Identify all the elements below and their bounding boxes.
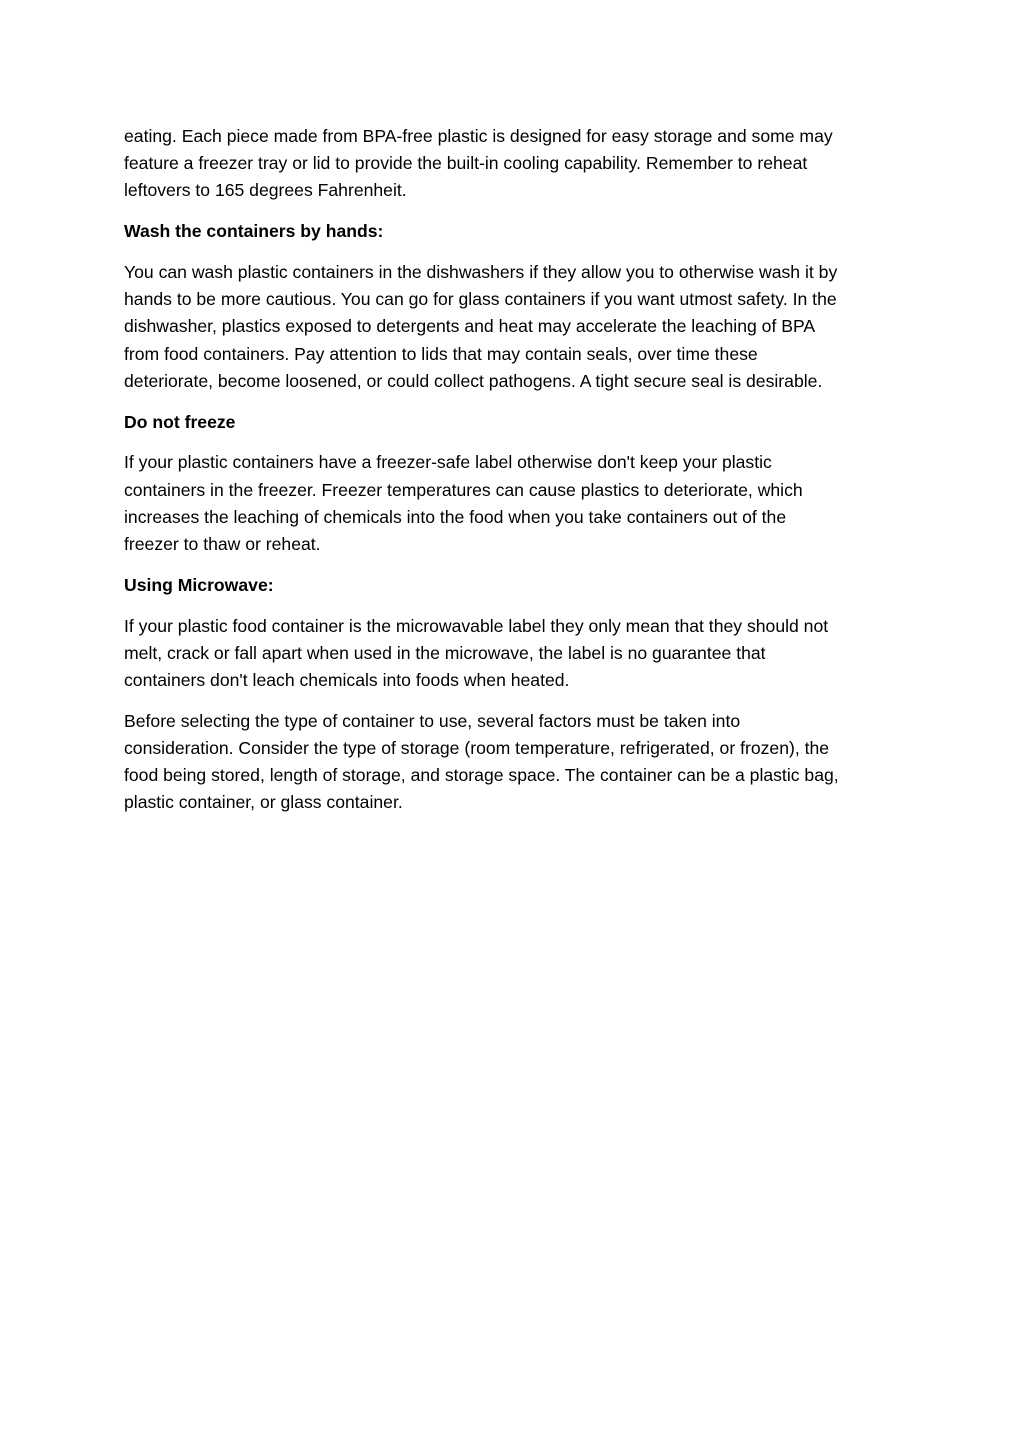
text-line: consideration. Consider the type of storage (room temperature, refrigerated, or frozen), the: [124, 738, 830, 759]
text-line: feature a freezer tray or lid to provide the built-in cooling capability. Remember to reheat: [124, 153, 808, 174]
paragraph-wash-by-hands: [124, 259, 900, 395]
text-line: melt, crack or fall apart when used in the microwave, the label is no guarantee that: [124, 642, 766, 663]
paragraph-using-microwave: [124, 613, 900, 695]
document-body: [124, 123, 900, 830]
heading-text: Using Microwave:: [124, 574, 274, 595]
paragraph-do-not-freeze: [124, 449, 900, 558]
paragraph-selecting-container: [124, 708, 900, 817]
text-line: Before selecting the type of container to use, several factors must be taken into: [124, 710, 741, 731]
heading-wash-by-hands: [124, 218, 900, 245]
text-line: If your plastic food container is the microwavable label they only mean that they should not: [124, 615, 829, 636]
text-line: food being stored, length of storage, and storage space. The container can be a plastic bag,: [124, 765, 839, 786]
text-line: If your plastic containers have a freezer-safe label otherwise don't keep your plastic: [124, 452, 772, 473]
text-line: dishwasher, plastics exposed to detergents and heat may accelerate the leaching of BPA: [124, 316, 816, 337]
text-line: hands to be more cautious. You can go for glass containers if you want utmost safety. In the: [124, 289, 837, 310]
text-line: containers in the freezer. Freezer temperatures can cause plastics to deteriorate, which: [124, 479, 803, 500]
text-line: eating. Each piece made from BPA-free plastic is designed for easy storage and some may: [124, 126, 833, 146]
heading-using-microwave: [124, 572, 900, 599]
text-line: from food containers. Pay attention to lids that may contain seals, over time these: [124, 343, 758, 364]
text-line: freezer to thaw or reheat.: [124, 534, 321, 555]
heading-text: Wash the containers by hands:: [124, 221, 384, 242]
heading-do-not-freeze: [124, 409, 900, 436]
text-line: plastic container, or glass container.: [124, 792, 403, 813]
text-line: You can wash plastic containers in the dishwashers if they allow you to otherwise wash it by: [124, 262, 838, 282]
heading-text: Do not freeze: [124, 411, 236, 432]
text-line: containers don't leach chemicals into foods when heated.: [124, 670, 570, 691]
text-line: increases the leaching of chemicals into the food when you take containers out of the: [124, 506, 787, 527]
paragraph-reheat-leftovers: [124, 123, 900, 205]
text-line: leftovers to 165 degrees Fahrenheit.: [124, 180, 407, 201]
text-line: deteriorate, become loosened, or could collect pathogens. A tight secure seal is desirable.: [124, 370, 823, 391]
